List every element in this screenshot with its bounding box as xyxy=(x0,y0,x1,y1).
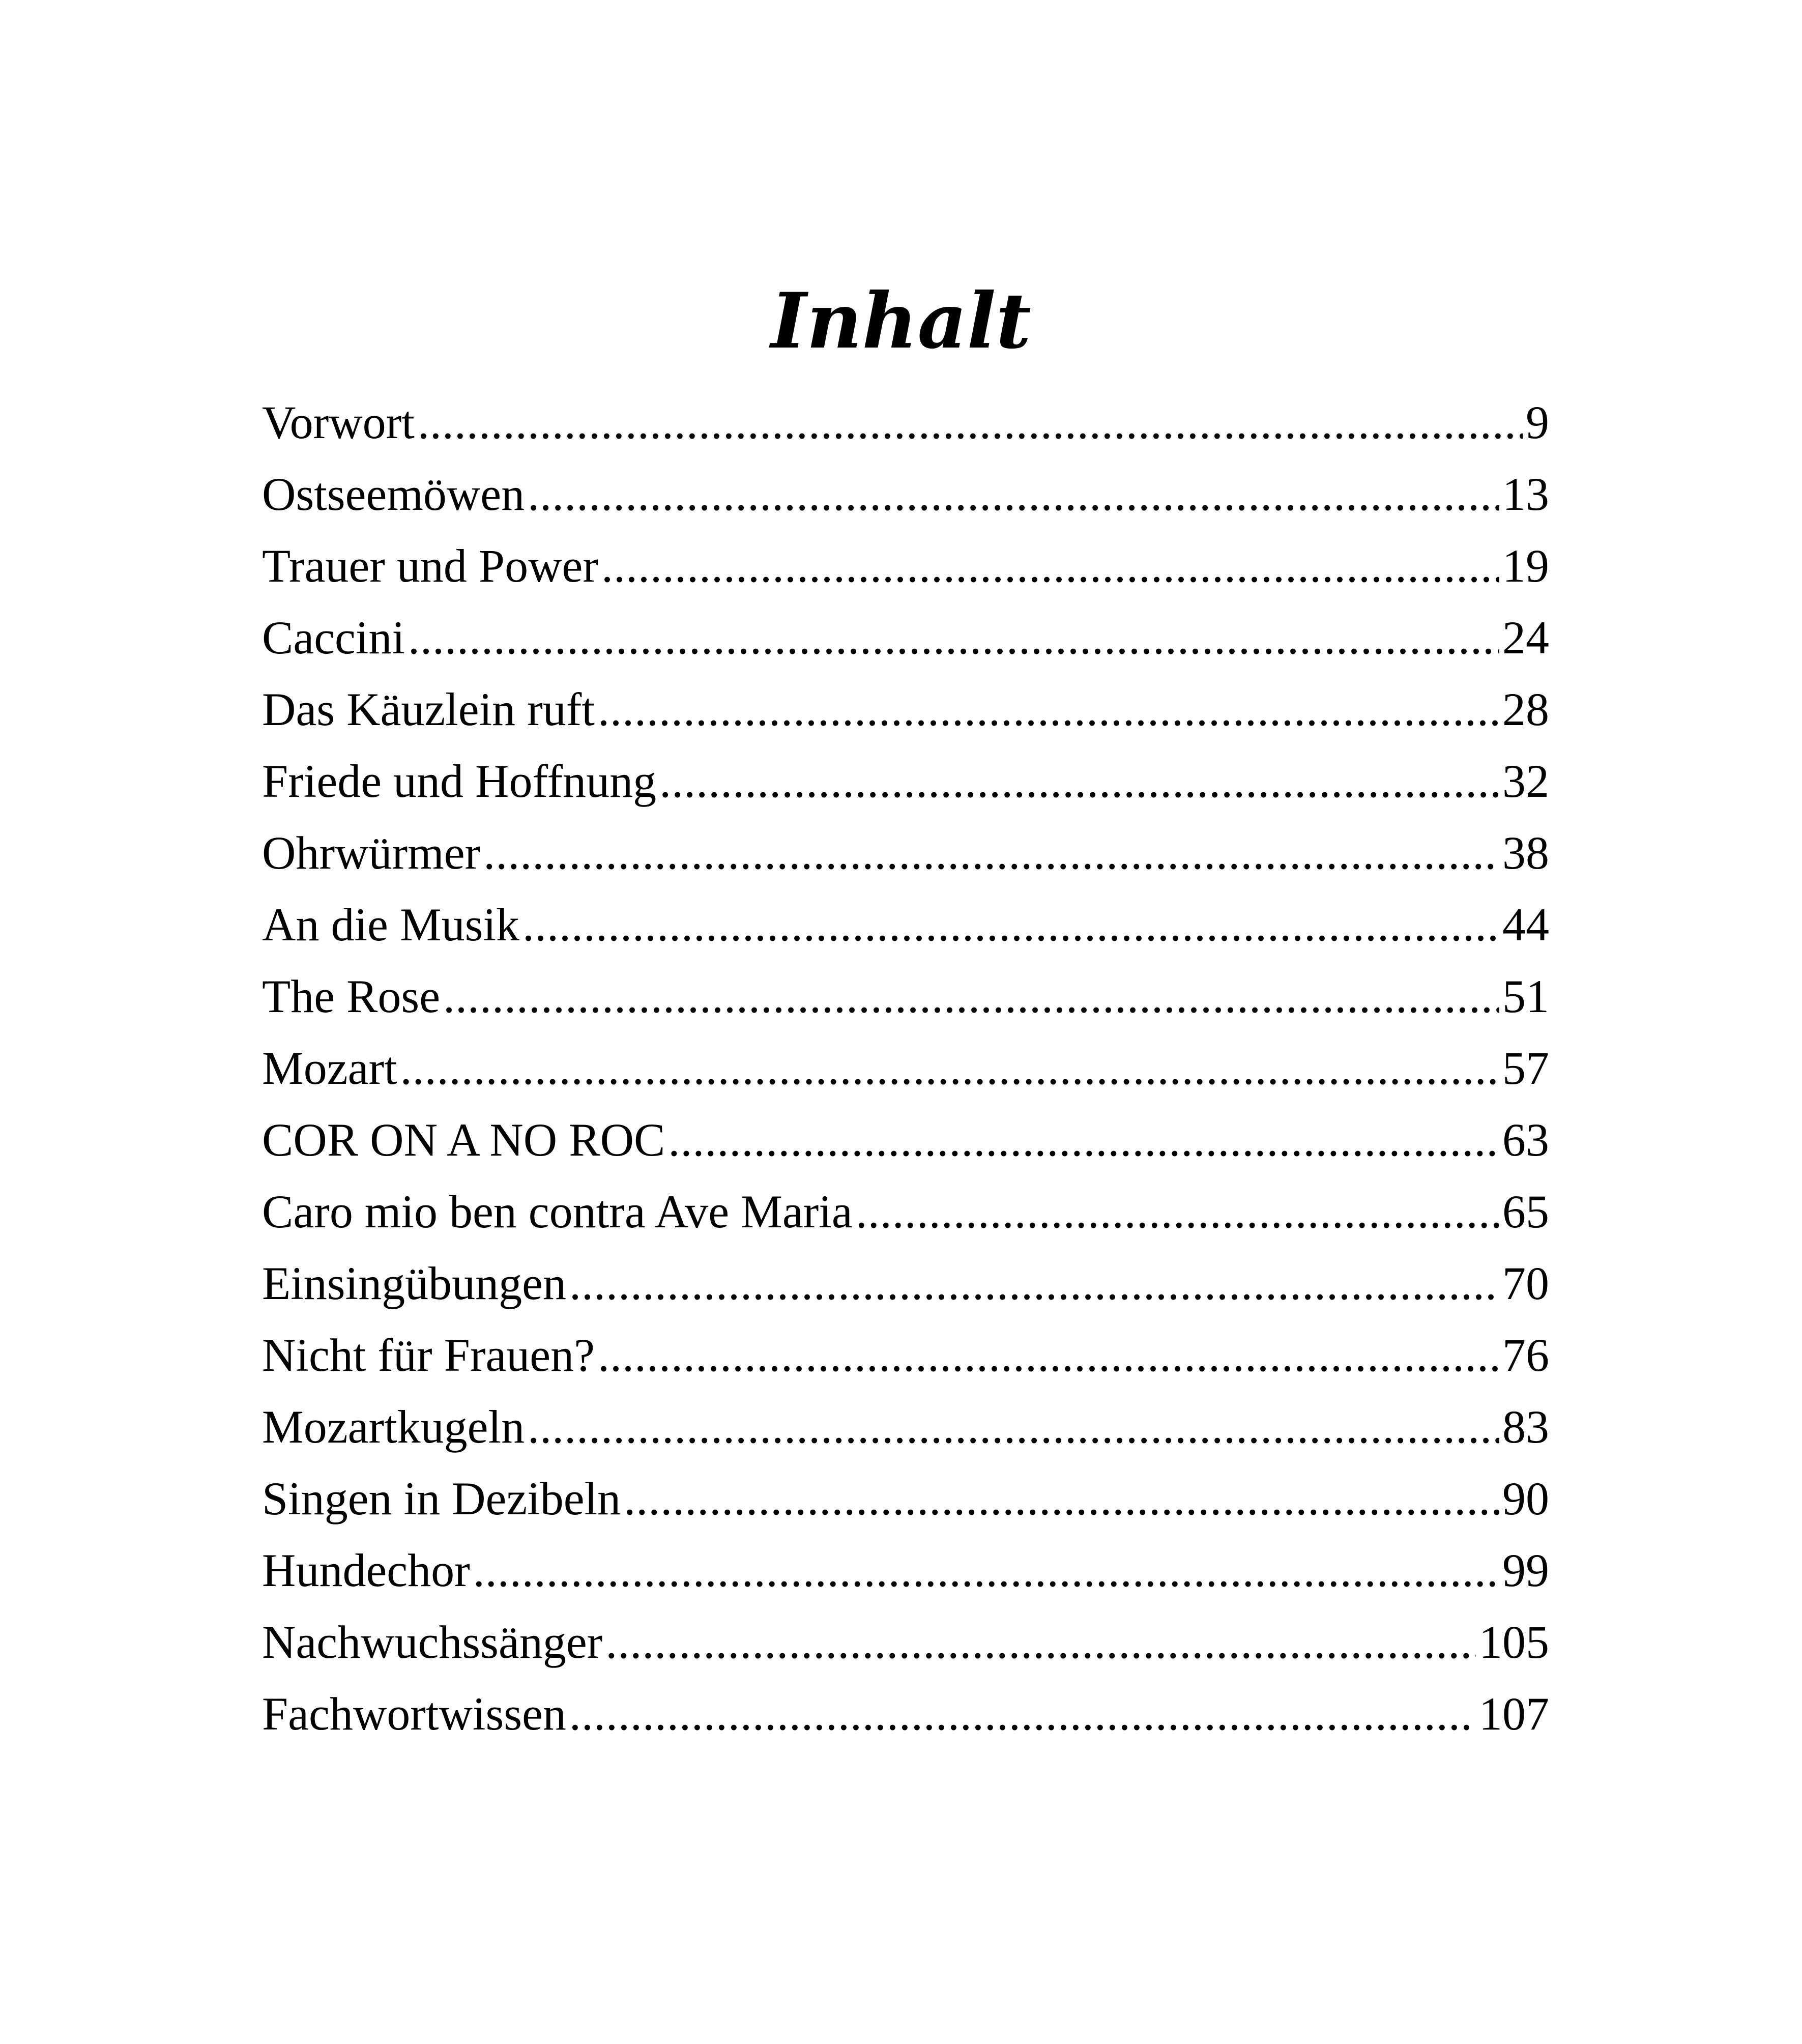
dot-leader xyxy=(856,1176,1499,1248)
toc-entry-page: 76 xyxy=(1502,1329,1549,1381)
toc-entry xyxy=(262,1104,1549,1176)
toc-entry xyxy=(262,961,1549,1032)
toc-entry-page: 28 xyxy=(1502,683,1549,735)
dot-leader xyxy=(624,1463,1499,1535)
dot-leader xyxy=(601,530,1499,602)
toc-entry-page: 32 xyxy=(1502,755,1549,807)
dot-leader xyxy=(528,458,1499,530)
toc-entry-title: Mozart xyxy=(262,1042,397,1094)
toc-entry xyxy=(262,458,1549,530)
dot-leader xyxy=(668,1104,1499,1176)
toc-entry xyxy=(262,1319,1549,1391)
toc-entry xyxy=(262,1535,1549,1606)
toc-entry xyxy=(262,530,1549,602)
toc-entry-page: 63 xyxy=(1502,1114,1549,1166)
toc-entry xyxy=(262,387,1549,458)
toc-entry-title: Ostseemöwen xyxy=(262,468,525,520)
toc-entry-title: Friede und Hoffnung xyxy=(262,755,657,807)
toc-entry-page: 70 xyxy=(1502,1257,1549,1309)
toc-entry-title: Trauer und Power xyxy=(262,540,598,592)
dot-leader xyxy=(408,602,1499,674)
dot-leader xyxy=(569,1248,1499,1319)
toc-entry-title: Caccini xyxy=(262,612,405,664)
toc-entry xyxy=(262,1176,1549,1248)
table-of-contents xyxy=(262,387,1549,1750)
dot-leader xyxy=(473,1535,1499,1606)
toc-entry-page: 38 xyxy=(1502,827,1549,879)
dot-leader xyxy=(483,817,1499,889)
toc-entry-page: 44 xyxy=(1502,899,1549,951)
toc-entry-page: 51 xyxy=(1502,970,1549,1022)
toc-entry-title: Ohrwürmer xyxy=(262,827,481,879)
toc-entry-page: 107 xyxy=(1479,1688,1549,1740)
toc-entry-title: Einsingübungen xyxy=(262,1257,566,1309)
toc-entry xyxy=(262,1678,1549,1750)
toc-entry-page: 83 xyxy=(1502,1401,1549,1453)
toc-entry-title: Nachwuchssänger xyxy=(262,1616,603,1668)
toc-entry-title: COR ON A NO ROC xyxy=(262,1114,665,1166)
toc-entry-page: 9 xyxy=(1526,396,1549,448)
toc-entry-title: Fachwortwissen xyxy=(262,1688,566,1740)
toc-entry xyxy=(262,1248,1549,1319)
toc-entry-page: 90 xyxy=(1502,1473,1549,1524)
toc-entry-title: Singen in Dezibeln xyxy=(262,1473,621,1524)
toc-entry xyxy=(262,889,1549,961)
toc-entry xyxy=(262,1391,1549,1463)
dot-leader xyxy=(418,387,1523,458)
dot-leader xyxy=(598,674,1499,745)
toc-entry-page: 99 xyxy=(1502,1544,1549,1596)
toc-entry xyxy=(262,745,1549,817)
dot-leader xyxy=(569,1678,1476,1750)
dot-leader xyxy=(522,889,1499,961)
toc-entry-page: 105 xyxy=(1479,1616,1549,1668)
dot-leader xyxy=(605,1606,1476,1678)
dot-leader xyxy=(443,961,1499,1032)
toc-entry-page: 24 xyxy=(1502,612,1549,664)
dot-leader xyxy=(598,1319,1499,1391)
toc-entry-page: 65 xyxy=(1502,1186,1549,1237)
toc-entry-title: An die Musik xyxy=(262,899,519,951)
toc-entry-page: 13 xyxy=(1502,468,1549,520)
dot-leader xyxy=(400,1032,1499,1104)
toc-entry-page: 19 xyxy=(1502,540,1549,592)
toc-entry-title: Caro mio ben contra Ave Maria xyxy=(262,1186,853,1237)
toc-entry xyxy=(262,1606,1549,1678)
toc-entry-title: Vorwort xyxy=(262,396,415,448)
toc-entry-page: 57 xyxy=(1502,1042,1549,1094)
toc-entry-title: Das Käuzlein ruft xyxy=(262,683,595,735)
toc-entry xyxy=(262,817,1549,889)
toc-entry xyxy=(262,602,1549,674)
toc-entry-title: Mozartkugeln xyxy=(262,1401,525,1453)
toc-entry-title: Nicht für Frauen? xyxy=(262,1329,595,1381)
toc-entry xyxy=(262,674,1549,745)
page-title: Inhalt xyxy=(771,276,1031,366)
toc-entry xyxy=(262,1032,1549,1104)
toc-entry-title: The Rose xyxy=(262,970,441,1022)
dot-leader xyxy=(659,745,1499,817)
dot-leader xyxy=(528,1391,1499,1463)
toc-entry-title: Hundechor xyxy=(262,1544,470,1596)
toc-entry xyxy=(262,1463,1549,1535)
